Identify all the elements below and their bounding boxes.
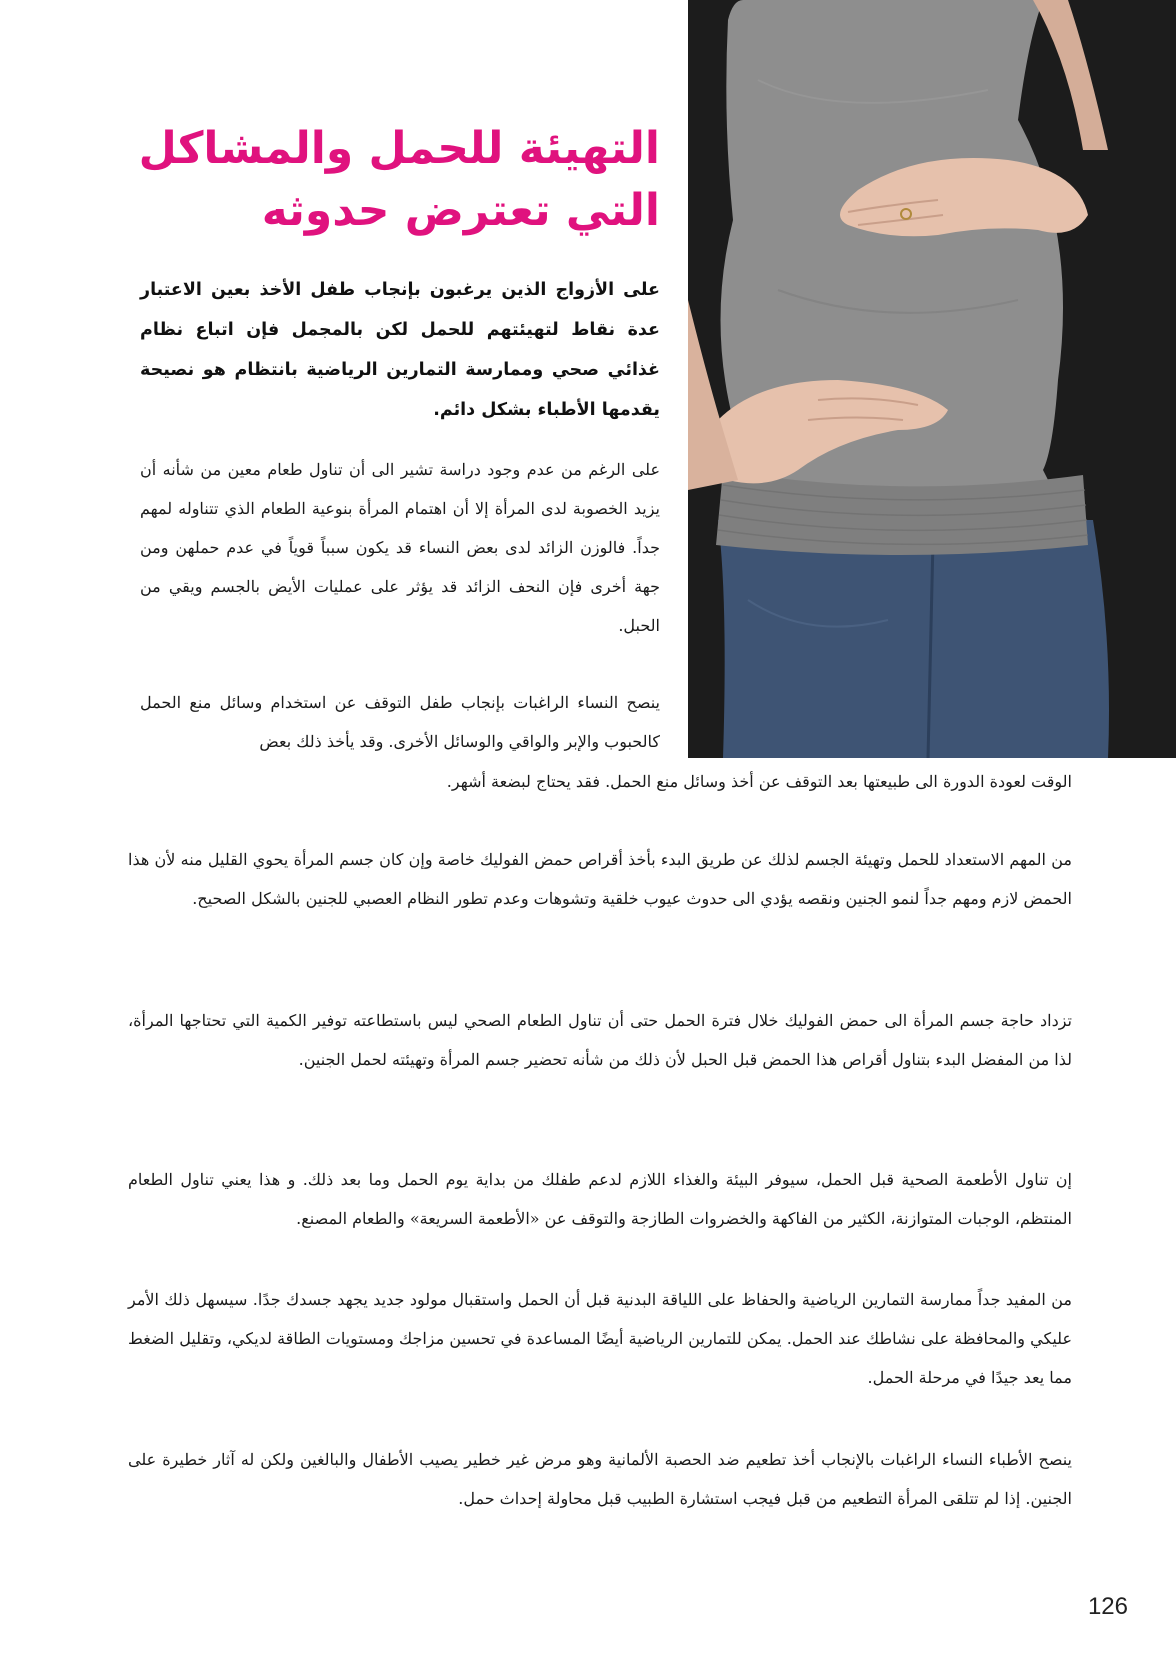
page-number: 126 (1087, 1593, 1128, 1620)
paragraph-7: ينصح الأطباء النساء الراغبات بالإنجاب أخذ تطعيم ضد الحصبة الألمانية وهو مرض غير خطير يصيب الأطفال والبالغين ولكن له آثار خطيرة على الجنين. إذا لم تتلقى المرأة التطعيم من قبل فيجب استشارة الطبيب قبل محاولة إحداث حمل. (128, 1450, 1072, 1508)
pregnant-woman-photo (688, 0, 1176, 758)
paragraph-1: على الرغم من عدم وجود دراسة تشير الى أن تناول طعام معين من شأنه أن يزيد الخصوبة لدى المرأة إلا أن اهتمام المرأة بنوعية الطعام الذي تتناوله لمهم جداً. فالوزن الزائد لدى بعض النساء قد يكون سبباً قوياً في عدم حملهن ومن جهة أخرى فإن النحف الزائد قد يؤثر على عمليات الأيض بالجسم ويقي من الحبل. (140, 460, 660, 635)
article-title: التهيئة للحمل والمشاكل التي تعترض حدوثه (138, 123, 660, 236)
paragraph-2: ينصح النساء الراغبات بإنجاب طفل التوقف عن استخدام وسائل منع الحمل كالحبوب والإبر والواقي والوسائل الأخرى. وقد يأخذ ذلك بعض (140, 693, 660, 751)
paragraph-3: من المهم الاستعداد للحمل وتهيئة الجسم لذلك عن طريق البدء بأخذ أقراص حمض الفوليك خاصة وإن كان جسم المرأة يحوي القليل منه لأن هذا الحمض لازم ومهم جداً لنمو الجنين ونقصه يؤدي الى حدوث عيوب خلقية وتشوهات وعدم تطور النظام العصبي للجنين بالشكل الصحيح. (128, 850, 1072, 908)
paragraph-6: من المفيد جداً ممارسة التمارين الرياضية والحفاظ على اللياقة البدنية قبل أن الحمل واستقبال مولود جديد يجهد جسدك جدًا. سيسهل ذلك الأمر عليكي والمحافظة على نشاطك عند الحمل. يمكن للتمارين الرياضية أيضًا المساعدة في تحسين مزاجك ومستويات الطاقة لديكي، وتقليل الضغط مما يعد جيدًا في مرحلة الحمل. (128, 1290, 1073, 1387)
paragraph-5: إن تناول الأطعمة الصحية قبل الحمل، سيوفر البيئة والغذاء اللازم لدعم طفلك من بداية يوم الحمل وما بعد ذلك. و هذا يعني تناول الطعام المنتظم، الوجبات المتوازنة، الكثير من الفاكهة والخضروات الطازجة والتوقف عن «الأطعمة السريعة» والطعام المصنع. (128, 1170, 1072, 1228)
paragraph-2-continued: الوقت لعودة الدورة الى طبيعتها بعد التوقف عن أخذ وسائل منع الحمل. فقد يحتاج لبضعة أشهر. (446, 772, 1072, 791)
paragraph-4: تزداد حاجة جسم المرأة الى حمض الفوليك خلال فترة الحمل حتى أن تناول الطعام الصحي ليس باستطاعته توفير الكمية التي تحتاجها المرأة، لذا من المفضل البدء بتناول أقراص هذا الحمض قبل الحبل لأن ذلك من شأنه تحضير جسم المرأة وتهيئته لحمل الجنين. (128, 1011, 1072, 1069)
lead-paragraph: على الأزواج الذين يرغبون بإنجاب طفل الأخذ بعين الاعتبار عدة نقاط لتهيئتهم للحمل لكن بالمجمل فإن اتباع نظام غذائي صحي وممارسة التمارين الرياضية بانتظام هو نصيحة يقدمها الأطباء بشكل دائم. (140, 280, 660, 420)
